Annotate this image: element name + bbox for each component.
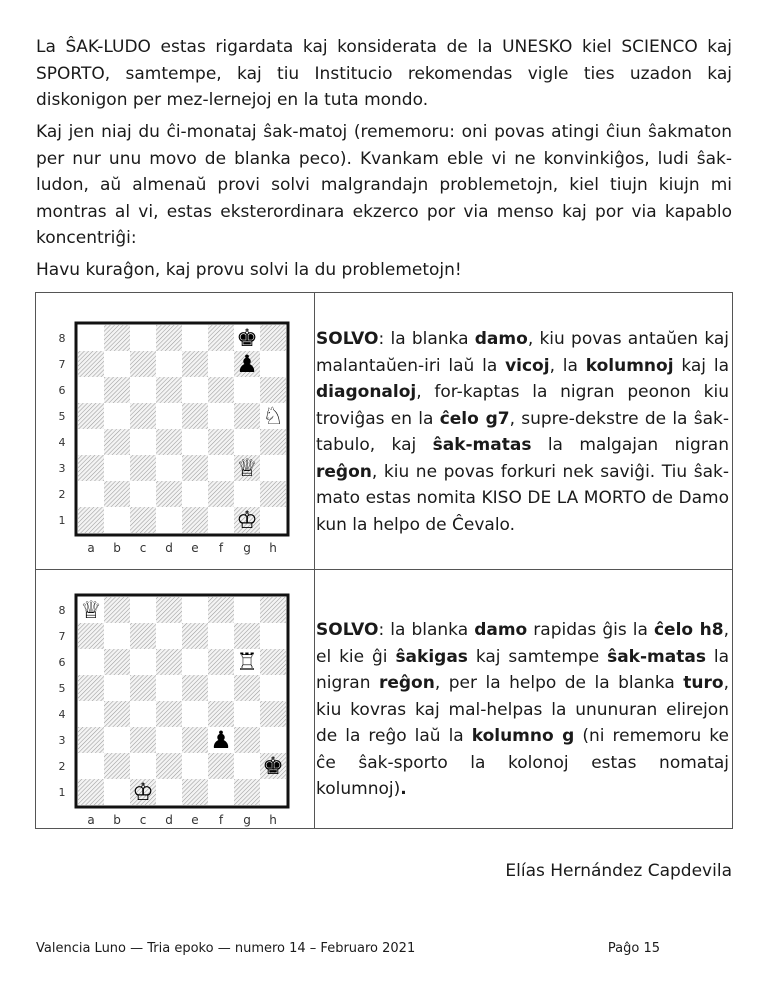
- board-square: [182, 507, 208, 533]
- solution-keyword: reĝon: [316, 461, 372, 482]
- rank-label: 3: [58, 462, 66, 475]
- board-square: [156, 507, 182, 533]
- board-square: [208, 351, 234, 377]
- file-label: g: [243, 813, 251, 827]
- solution-run: (ni rememoru ke ĉe ŝak-sporto la kolonoj estas nomataj kolumnoj): [316, 726, 730, 799]
- board-square: [182, 701, 208, 727]
- board-square: [208, 429, 234, 455]
- board-square: [104, 727, 130, 753]
- board-square: [130, 429, 156, 455]
- solution-keyword: vicoj: [505, 355, 550, 376]
- board-square: [234, 597, 260, 623]
- board-square: [182, 649, 208, 675]
- board-square: [234, 701, 260, 727]
- board-square: [208, 325, 234, 351]
- solution-run: , supre-dekstre de la ŝak-tabulo, kaj: [316, 408, 729, 455]
- board-square: [104, 701, 130, 727]
- board-square: [104, 649, 130, 675]
- solution-run: , kiu ne povas forkuri nek saviĝi. Tiu ŝak-mato estas nomita KISO DE LA MORTO de Damo kun la helpo de Ĉevalo.: [316, 461, 729, 535]
- rank-label: 4: [58, 708, 66, 721]
- board-square: [208, 507, 234, 533]
- board-square: [208, 377, 234, 403]
- file-label: c: [139, 813, 147, 827]
- board-square: [78, 727, 104, 753]
- white-queen-icon: ♕: [80, 596, 102, 624]
- board-square: [260, 779, 286, 805]
- board-square: [130, 753, 156, 779]
- file-label: b: [113, 813, 121, 827]
- board-square: [234, 753, 260, 779]
- board-square: [104, 675, 130, 701]
- board-square: [260, 507, 286, 533]
- board-square: [156, 649, 182, 675]
- board-square: [234, 675, 260, 701]
- file-label: d: [165, 541, 173, 555]
- rank-label: 6: [58, 384, 66, 397]
- black-king-icon: ♚: [262, 752, 284, 780]
- board-square: [78, 507, 104, 533]
- page-footer: [36, 941, 660, 956]
- file-label: h: [269, 813, 277, 827]
- author-signature: Elías Hernández Capdevila: [505, 861, 732, 881]
- board-square: [156, 481, 182, 507]
- board-square: [234, 429, 260, 455]
- board-square: [156, 403, 182, 429]
- board-square: [260, 377, 286, 403]
- board-square: [234, 403, 260, 429]
- board-square: [208, 455, 234, 481]
- solution-run: , kiu kovras kaj mal-helpas la ununuran elirejon de la reĝo laŭ la: [316, 673, 729, 746]
- board-square: [182, 779, 208, 805]
- board-square: [156, 377, 182, 403]
- board-square: [260, 623, 286, 649]
- solution-keyword: ŝak-matas: [432, 435, 532, 455]
- board-square: [208, 481, 234, 507]
- board-square: [104, 507, 130, 533]
- file-label: h: [269, 541, 277, 555]
- solution-run: rapidas ĝis la: [527, 620, 654, 640]
- board-square: [234, 623, 260, 649]
- board-square: [78, 351, 104, 377]
- rank-label: 2: [58, 760, 66, 773]
- board-square: [182, 325, 208, 351]
- board-square: [182, 623, 208, 649]
- board-square: [78, 455, 104, 481]
- solution-keyword: diagonaloj: [316, 382, 417, 402]
- board-square: [208, 623, 234, 649]
- board-square: [104, 377, 130, 403]
- black-pawn-icon: ♟: [210, 726, 232, 754]
- solution-run: la malgajan nigran: [531, 435, 730, 455]
- board-square: [130, 675, 156, 701]
- solution-keyword: damo: [474, 620, 528, 640]
- chessboard-2: [36, 570, 315, 828]
- board-square: [130, 649, 156, 675]
- puzzle-row-2: [36, 570, 732, 828]
- board-square: [156, 597, 182, 623]
- board-square: [104, 429, 130, 455]
- board-square: [234, 779, 260, 805]
- board-square: [78, 325, 104, 351]
- file-label: e: [191, 813, 199, 827]
- board-square: [208, 675, 234, 701]
- board-square: [260, 455, 286, 481]
- board-square: [104, 455, 130, 481]
- board-square: [130, 325, 156, 351]
- solution-run: : la blanka: [378, 329, 475, 349]
- solution-run: la nigran: [316, 646, 729, 693]
- board-square: [130, 623, 156, 649]
- rank-label: 8: [58, 604, 66, 617]
- board-square: [130, 597, 156, 623]
- solution-run: kaj samtempe: [467, 646, 608, 667]
- board-square: [260, 649, 286, 675]
- board-square: [78, 403, 104, 429]
- board-square: [260, 429, 286, 455]
- board-square: [156, 701, 182, 727]
- board-square: [156, 753, 182, 779]
- board-square: [156, 779, 182, 805]
- rank-label: 3: [58, 734, 66, 747]
- board-square: [104, 753, 130, 779]
- board-square: [260, 675, 286, 701]
- board-square: [260, 597, 286, 623]
- rank-label: 7: [58, 358, 66, 371]
- board-square: [208, 701, 234, 727]
- board-square: [182, 429, 208, 455]
- white-king-icon: ♔: [132, 778, 154, 806]
- intro-paragraph: La ŜAK-LUDO estas rigardata kaj konsiderata de la UNESKO kiel SCIENCO kaj SPORTO, samtempe, kaj tiu Institucio rekomendas vigle ties uzadon kaj diskonigon per mez-lernejoj en la tuta mondo.: [36, 37, 732, 110]
- board-square: [182, 455, 208, 481]
- file-label: a: [87, 813, 95, 827]
- board-square: [260, 701, 286, 727]
- board-square: [130, 377, 156, 403]
- board-square: [182, 675, 208, 701]
- board-cell-2: [36, 570, 315, 828]
- solution-run: : la blanka: [378, 620, 475, 640]
- board-square: [130, 351, 156, 377]
- footer-publication: Valencia Luno — Tria epoko — numero 14 – Februaro 2021: [36, 941, 416, 956]
- solution-keyword: SOLVO: [316, 620, 379, 640]
- board-square: [260, 351, 286, 377]
- white-rook-icon: ♖: [236, 648, 258, 676]
- puzzle-table: [35, 292, 733, 829]
- board-square: [182, 403, 208, 429]
- file-label: e: [191, 541, 199, 555]
- board-square: [130, 507, 156, 533]
- solution-keyword: ŝak-matas: [607, 646, 706, 667]
- board-square: [208, 779, 234, 805]
- board-square: [182, 727, 208, 753]
- board-square: [156, 429, 182, 455]
- solution-keyword: ŝakigas: [395, 646, 468, 667]
- board-square: [208, 597, 234, 623]
- board-square: [78, 675, 104, 701]
- puzzle-row-1: [36, 293, 732, 570]
- description-paragraph: Kaj jen niaj du ĉi-monataj ŝak-matoj (rememoru: oni povas atingi ĉiun ŝakmaton per nur unu movo de blanka peco). Kvankam eble vi ne konvinkiĝos, ludi ŝak-ludon, aŭ almenaŭ provi solvi malgrandajn problemetojn, kiel tiujn kiujn mi montras al vi, estas eksterordinara ekzerco por via menso kaj por via kapablo koncentriĝi:: [36, 122, 732, 248]
- board-square: [78, 623, 104, 649]
- solution-run: , el kie ĝi: [316, 620, 729, 667]
- solution-keyword: .: [400, 779, 407, 799]
- board-square: [156, 351, 182, 377]
- board-square: [104, 325, 130, 351]
- file-label: g: [243, 541, 251, 555]
- file-label: b: [113, 541, 121, 555]
- solution-keyword: reĝon: [378, 673, 435, 693]
- board-square: [260, 727, 286, 753]
- board-square: [182, 753, 208, 779]
- solution-run: , kiu povas antaŭen kaj malantaŭen-iri laŭ la: [316, 329, 730, 376]
- board-square: [260, 481, 286, 507]
- file-label: f: [218, 813, 224, 827]
- board-square: [208, 649, 234, 675]
- rank-label: 5: [58, 682, 66, 695]
- board-square: [182, 377, 208, 403]
- board-square: [156, 455, 182, 481]
- rank-label: 8: [58, 332, 66, 345]
- board-square: [130, 455, 156, 481]
- rank-label: 1: [58, 786, 66, 799]
- white-queen-icon: ♕: [236, 454, 258, 482]
- rank-label: 5: [58, 410, 66, 423]
- rank-label: 7: [58, 630, 66, 643]
- board-square: [156, 675, 182, 701]
- rank-label: 1: [58, 514, 66, 527]
- solution-keyword: ĉelo h8: [653, 620, 724, 640]
- solution-keyword: damo: [474, 329, 528, 349]
- file-label: a: [87, 541, 95, 555]
- solution-keyword: kolumno g: [471, 726, 575, 746]
- solution-keyword: turo: [683, 673, 724, 693]
- board-square: [156, 623, 182, 649]
- board-square: [130, 481, 156, 507]
- white-knight-icon: ♘: [262, 402, 284, 430]
- board-square: [260, 325, 286, 351]
- white-king-icon: ♔: [236, 506, 258, 534]
- board-square: [130, 403, 156, 429]
- rank-label: 4: [58, 436, 66, 449]
- board-square: [78, 481, 104, 507]
- board-square: [78, 429, 104, 455]
- board-square: [130, 727, 156, 753]
- board-square: [234, 481, 260, 507]
- solution-run: kaj la: [673, 355, 729, 376]
- solution-run: , per la helpo de la blanka: [434, 673, 684, 693]
- solution-keyword: SOLVO: [316, 329, 379, 349]
- file-label: f: [218, 541, 224, 555]
- board-square: [78, 377, 104, 403]
- solution-run: , for-kaptas la nigran peonon kiu troviĝas en la: [316, 382, 729, 429]
- board-square: [156, 727, 182, 753]
- solution-text-2: [316, 617, 729, 803]
- challenge-paragraph: Havu kuraĝon, kaj provu solvi la du problemetojn!: [36, 260, 462, 280]
- board-cell-1: [36, 293, 315, 569]
- rank-label: 2: [58, 488, 66, 501]
- solution-text-1: [316, 326, 729, 538]
- footer-page-number: Paĝo 15: [607, 941, 660, 956]
- board-square: [104, 623, 130, 649]
- board-square: [78, 649, 104, 675]
- chessboard-1: [36, 293, 315, 570]
- file-label: c: [139, 541, 147, 555]
- board-square: [130, 701, 156, 727]
- file-label: d: [165, 813, 173, 827]
- board-square: [78, 753, 104, 779]
- board-square: [182, 481, 208, 507]
- board-square: [156, 325, 182, 351]
- board-square: [208, 403, 234, 429]
- board-square: [234, 377, 260, 403]
- board-square: [104, 403, 130, 429]
- board-square: [208, 753, 234, 779]
- board-square: [104, 351, 130, 377]
- board-square: [78, 779, 104, 805]
- board-square: [182, 597, 208, 623]
- solution-keyword: kolumnoj: [585, 355, 674, 376]
- board-square: [234, 727, 260, 753]
- solution-run: , la: [549, 355, 586, 376]
- black-pawn-icon: ♟: [236, 350, 258, 378]
- board-square: [182, 351, 208, 377]
- board-square: [104, 481, 130, 507]
- board-square: [104, 779, 130, 805]
- rank-label: 6: [58, 656, 66, 669]
- solution-keyword: ĉelo g7: [439, 408, 510, 429]
- board-square: [78, 701, 104, 727]
- board-square: [104, 597, 130, 623]
- black-king-icon: ♚: [236, 324, 258, 352]
